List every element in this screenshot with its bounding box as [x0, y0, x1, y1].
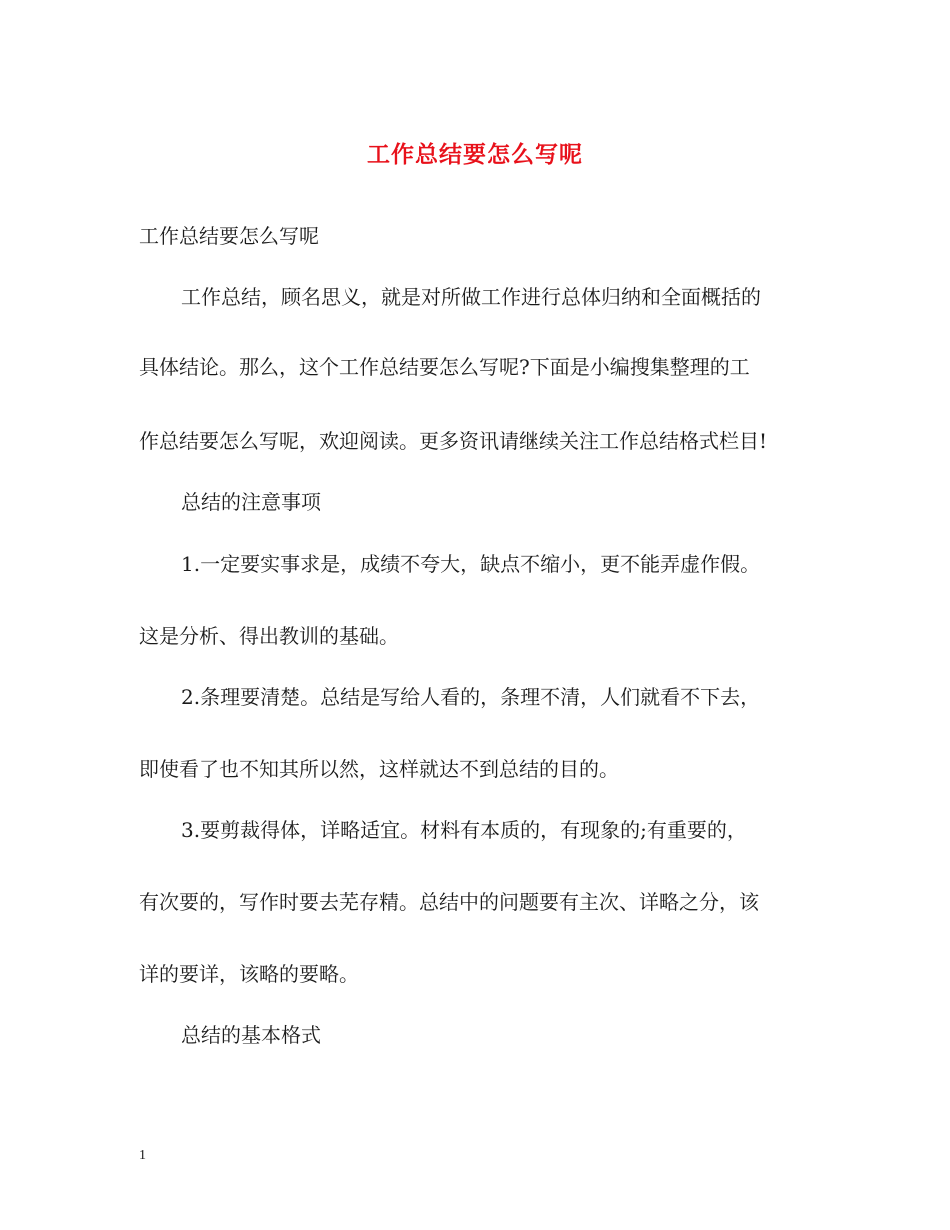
- section-heading: 总结的注意事项: [181, 490, 321, 514]
- list-item-line: 详的要详，该略的要略。: [139, 962, 359, 986]
- list-item-line: 1.一定要实事求是，成绩不夸大，缺点不缩小，更不能弄虚作假。: [181, 552, 761, 576]
- list-item-line: 即使看了也不知其所以然，这样就达不到总结的目的。: [139, 757, 619, 781]
- list-item-line: 这是分析、得出教训的基础。: [139, 624, 399, 648]
- list-item-line: 3.要剪裁得体，详略适宜。材料有本质的，有现象的;有重要的，: [181, 818, 747, 842]
- section-heading: 总结的基本格式: [181, 1023, 321, 1047]
- page-number: 1: [139, 1148, 146, 1163]
- document-title: 工作总结要怎么写呢: [367, 141, 583, 168]
- list-item-line: 有次要的，写作时要去芜存精。总结中的问题要有主次、详略之分，该: [139, 890, 759, 914]
- subtitle-line: 工作总结要怎么写呢: [139, 224, 319, 248]
- paragraph-line: 工作总结，顾名思义，就是对所做工作进行总体归纳和全面概括的: [181, 285, 761, 309]
- paragraph-line: 作总结要怎么写呢，欢迎阅读。更多资讯请继续关注工作总结格式栏目!: [139, 429, 768, 453]
- list-item-line: 2.条理要清楚。总结是写给人看的，条理不清，人们就看不下去，: [181, 685, 761, 709]
- paragraph-line: 具体结论。那么，这个工作总结要怎么写呢?下面是小编搜集整理的工: [139, 355, 750, 379]
